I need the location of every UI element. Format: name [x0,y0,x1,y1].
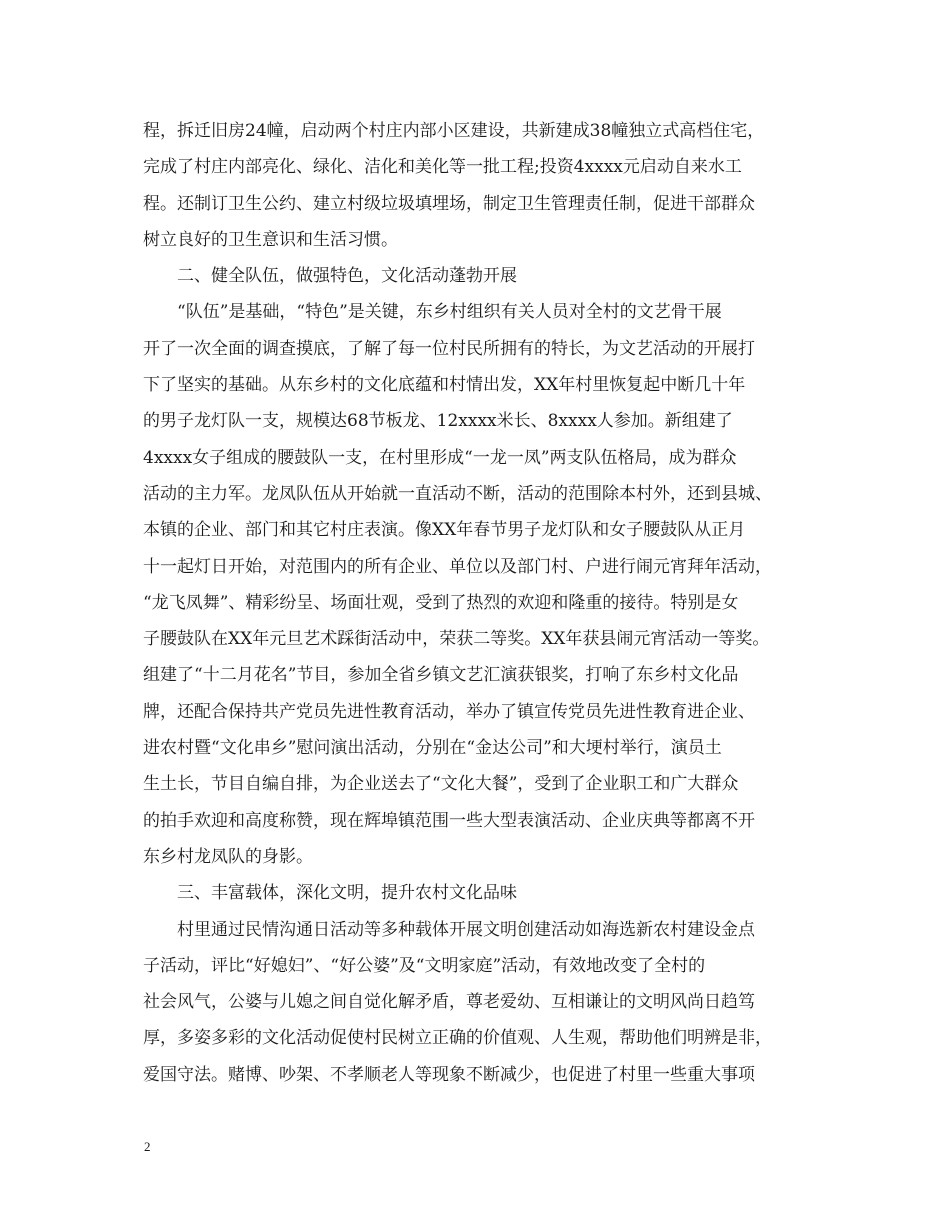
text-line: 社会风气，公婆与儿媳之间自觉化解矛盾，尊老爱幼、互相谦让的文明风尚日趋笃 [143,992,755,1013]
text-line: 子活动，评比“好媳妇”、“好公婆”及“文明家庭”活动，有效地改变了全村的 [143,955,706,976]
text-line: 的男子龙灯队一支，规模达68节板龙、12xxxx米长、8xxxx人参加。新组建了 [143,411,733,432]
paragraph-start-line: “队伍”是基础，“特色”是关键，东乡村组织有关人员对全村的文艺骨干展 [177,302,722,323]
text-line: 进农村暨“文化串乡”慰问演出活动，分别在“金达公司”和大埂村举行，演员土 [143,738,722,759]
text-line: 生土长，节目自编自排，为企业送去了“文化大餐”，受到了企业职工和广大群众 [143,774,739,795]
text-line: 的拍手欢迎和高度称赞，现在辉埠镇范围一些大型表演活动、企业庆典等都离不开 [143,810,755,831]
text-line: 开了一次全面的调查摸底，了解了每一位村民所拥有的特长，为文艺活动的开展打 [143,338,755,359]
text-line: 4xxxx女子组成的腰鼓队一支，在村里形成“一龙一凤”两支队伍格局，成为群众 [143,447,737,468]
text-line: 程，拆迁旧房24幢，启动两个村庄内部小区建设，共新建成38幢独立式高档住宅， [143,121,765,141]
text-line: 活动的主力军。龙凤队伍从开始就一直活动不断，活动的范围除本村外，还到县城、 [143,483,772,504]
text-line: 程。还制订卫生公约、建立村级垃圾填埋场，制定卫生管理责任制，促进干部群众 [143,193,755,214]
text-line: 厚，多姿多彩的文化活动促使村民树立正确的价值观、人生观，帮助他们明辨是非， [143,1028,772,1049]
page-number: 2 [144,1139,151,1154]
text-line: 树立良好的卫生意识和生活习惯。 [143,229,398,250]
text-line: 下了坚实的基础。从东乡村的文化底蕴和村情出发，XX年村里恢复起中断几十年 [143,375,746,396]
text-line: 子腰鼓队在XX年元旦艺术踩街活动中，荣获二等奖。XX年获县闹元宵活动一等奖。 [143,629,770,650]
text-line: 牌，还配合保持共产党员先进性教育活动，举办了镇宣传党员先进性教育进企业、 [143,701,755,722]
text-line: “龙飞凤舞”、精彩纷呈、场面壮观，受到了热烈的欢迎和隆重的接待。特别是女 [143,592,739,613]
text-line: 组建了“十二月花名”节目，参加全省乡镇文艺汇演获银奖，打响了东乡村文化品 [143,665,739,686]
section-heading: 二、健全队伍，做强特色，文化活动蓬勃开展 [177,266,517,287]
body-text [143,113,815,1093]
section-heading: 三、丰富载体，深化文明，提升农村文化品味 [177,883,517,904]
text-line: 东乡村龙凤队的身影。 [143,846,313,867]
text-line: 十一起灯日开始，对范围内的所有企业、单位以及部门村、户进行闹元宵拜年活动， [143,556,772,577]
text-line: 完成了村庄内部亮化、绿化、洁化和美化等一批工程;投资4xxxx元启动自来水工 [143,157,742,178]
text-line: 爱国守法。赌博、吵架、不孝顺老人等现象不断减少，也促进了村里一些重大事项 [143,1064,755,1085]
paragraph-start-line: 村里通过民情沟通日活动等多种载体开展文明创建活动如海选新农村建设金点 [177,919,755,940]
text-line: 本镇的企业、部门和其它村庄表演。像XX年春节男子龙灯队和女子腰鼓队从正月 [143,520,746,541]
